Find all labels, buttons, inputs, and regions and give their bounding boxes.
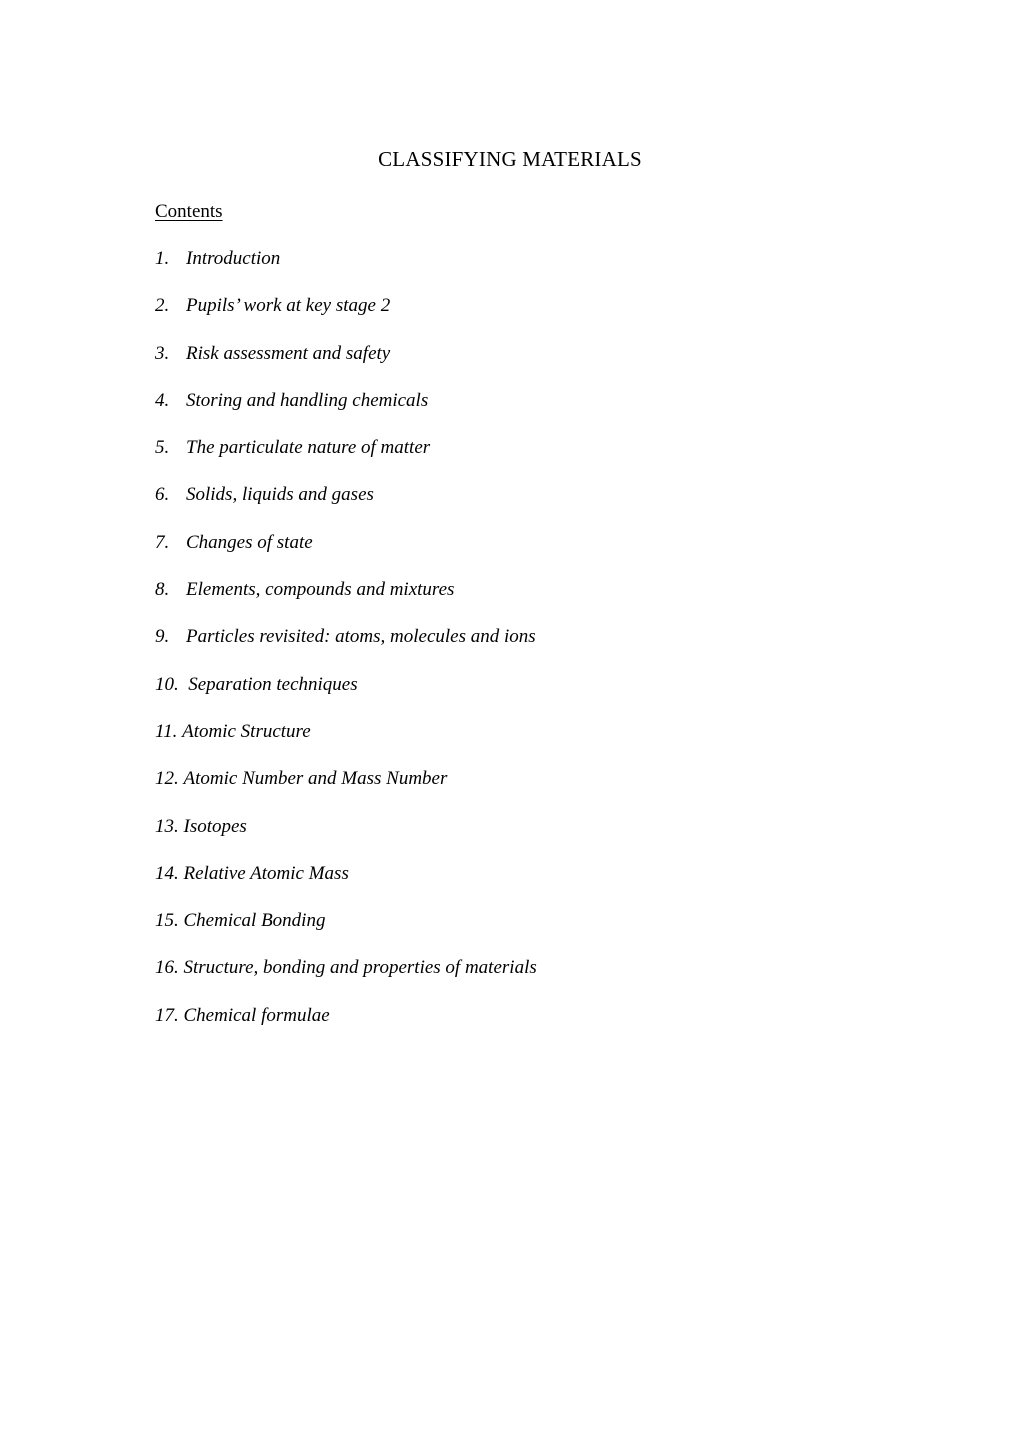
toc-item-number: 14. bbox=[155, 862, 179, 884]
toc-item-text: Structure, bonding and properties of materials bbox=[183, 957, 537, 979]
toc-item bbox=[155, 530, 537, 577]
toc-item-text: The particulate nature of matter bbox=[186, 437, 431, 459]
toc-item-text: Elements, compounds and mixtures bbox=[186, 579, 455, 601]
toc-item bbox=[155, 246, 537, 293]
toc-item-text: Risk assessment and safety bbox=[186, 342, 391, 364]
toc-item bbox=[155, 435, 537, 482]
toc-item bbox=[155, 814, 537, 861]
toc-item-number: 15. bbox=[155, 910, 179, 932]
toc-item-text: Pupils’ work at key stage 2 bbox=[186, 295, 391, 317]
toc-item bbox=[155, 624, 537, 671]
table-of-contents bbox=[155, 246, 537, 1050]
toc-item bbox=[155, 719, 537, 766]
toc-item-text: Atomic Number and Mass Number bbox=[183, 768, 448, 790]
toc-item-number: 3. bbox=[155, 342, 170, 364]
contents-heading: Contents bbox=[155, 201, 223, 222]
toc-item-number: 11. bbox=[155, 720, 178, 742]
toc-item-text: Solids, liquids and gases bbox=[186, 484, 374, 506]
toc-item-number: 13. bbox=[155, 815, 179, 837]
toc-item-text: Chemical Bonding bbox=[183, 910, 326, 932]
toc-item-number: 12. bbox=[155, 768, 179, 790]
toc-item-text: Particles revisited: atoms, molecules and ions bbox=[186, 626, 536, 648]
toc-item-number: 6. bbox=[155, 484, 170, 506]
toc-item-number: 17. bbox=[155, 1004, 179, 1026]
toc-item-number: 8. bbox=[155, 579, 170, 601]
toc-item bbox=[155, 861, 537, 908]
toc-item-number: 7. bbox=[155, 531, 170, 553]
toc-item-text: Relative Atomic Mass bbox=[183, 862, 349, 884]
toc-item bbox=[155, 955, 537, 1002]
toc-item-number: 1. bbox=[155, 248, 170, 269]
toc-item-text: Storing and handling chemicals bbox=[186, 389, 429, 411]
toc-item bbox=[155, 766, 537, 813]
document-title: CLASSIFYING MATERIALS bbox=[378, 147, 642, 171]
toc-item-text: Separation techniques bbox=[188, 673, 358, 695]
toc-item bbox=[155, 341, 537, 388]
toc-item-number: 16. bbox=[155, 957, 179, 979]
toc-item-number: 4. bbox=[155, 389, 170, 411]
toc-item bbox=[155, 482, 537, 529]
toc-item-text: Chemical formulae bbox=[183, 1004, 330, 1026]
toc-item-number: 9. bbox=[155, 626, 170, 648]
toc-item-text: Atomic Structure bbox=[182, 720, 311, 742]
toc-item bbox=[155, 1003, 537, 1050]
toc-item bbox=[155, 577, 537, 624]
toc-item-number: 2. bbox=[155, 295, 170, 317]
toc-item-text: Introduction bbox=[186, 248, 281, 269]
toc-item-number: 10. bbox=[155, 673, 179, 695]
toc-item-text: Changes of state bbox=[186, 531, 313, 553]
toc-item-number: 5. bbox=[155, 437, 170, 459]
toc-item bbox=[155, 672, 537, 719]
toc-item-separator bbox=[179, 672, 189, 719]
toc-item-text: Isotopes bbox=[183, 815, 247, 837]
toc-item bbox=[155, 908, 537, 955]
toc-item bbox=[155, 293, 537, 340]
toc-item bbox=[155, 388, 537, 435]
